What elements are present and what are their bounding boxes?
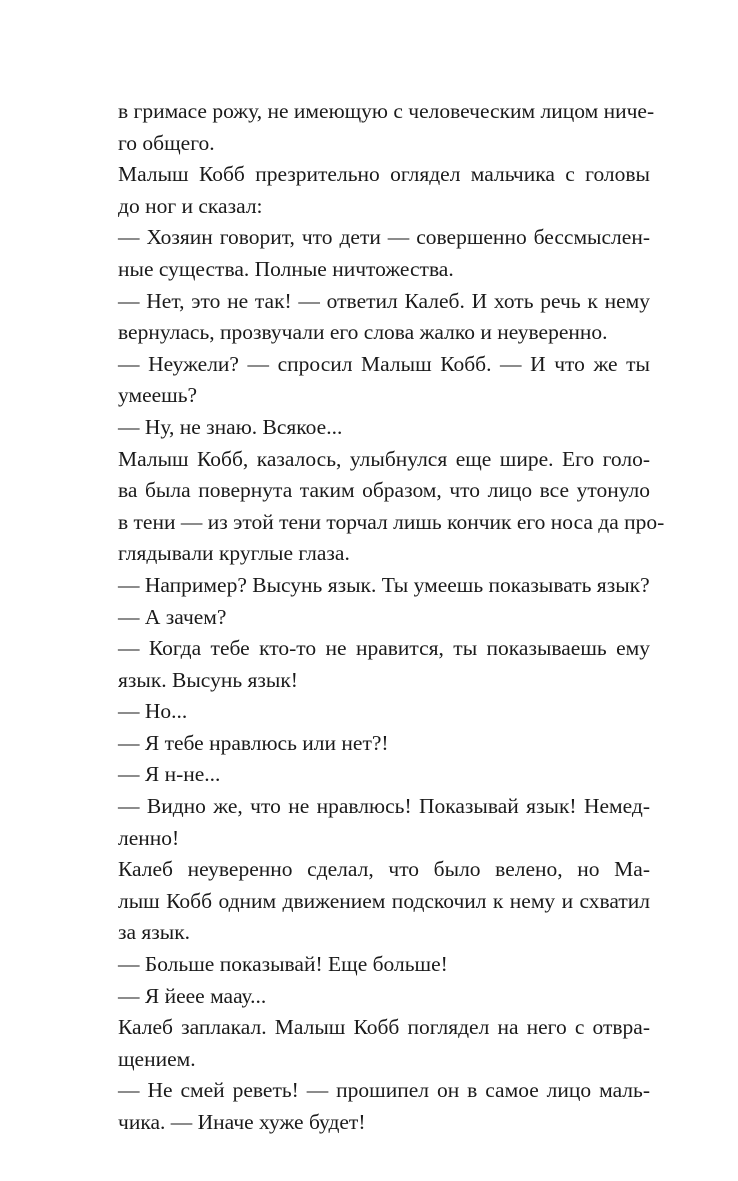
- text-line: ные существа. Полные ничтожества.: [118, 256, 454, 281]
- text-line: чика. — Иначе хуже будет!: [118, 1110, 366, 1134]
- text-line: Малыш Кобб презрительно оглядел мальчика с головы: [118, 162, 650, 187]
- text-line: Калеб заплакал. Малыш Кобб поглядел на него с отвра-: [118, 1015, 650, 1040]
- text-line: лыш Кобб одним движением подскочил к нему и схватил: [118, 888, 650, 913]
- text-line: за язык.: [118, 920, 191, 945]
- text-line: — Неужели? — спросил Малыш Кобб. — И что же ты: [118, 351, 650, 376]
- text-line: глядывали круглые глаза.: [118, 541, 350, 566]
- text-line: умеешь?: [118, 383, 198, 408]
- text-line: — Я н-не...: [118, 762, 221, 787]
- text-line: — Я йеее маау...: [118, 983, 267, 1008]
- text-line: — Хозяин говорит, что дети — совершенно бессмыслен-: [118, 225, 650, 250]
- text-line: — Я тебе нравлюсь или нет?!: [118, 730, 389, 755]
- text-line: щением.: [118, 1046, 196, 1071]
- text-line: — Ну, не знаю. Всякое...: [118, 414, 343, 439]
- text-line: ленно!: [118, 825, 180, 850]
- text-line: — Например? Высунь язык. Ты умеешь показывать язык?: [118, 572, 650, 597]
- text-line: вернулась, прозвучали его слова жалко и неуверенно.: [118, 320, 608, 345]
- text-line: — Но...: [118, 699, 188, 724]
- text-line: го общего.: [118, 130, 215, 155]
- text-line: — Видно же, что не нравлюсь! Показывай язык! Немед-: [118, 794, 650, 819]
- text-line: язык. Высунь язык!: [118, 667, 298, 692]
- text-line: в тени — из этой тени торчал лишь кончик его носа да про-: [118, 509, 665, 534]
- book-page: [118, 96, 665, 1139]
- text-line: — А зачем?: [118, 604, 227, 629]
- text-line: Калеб неуверенно сделал, что было велено, но Ма-: [118, 857, 650, 882]
- text-line: Малыш Кобб, казалось, улыбнулся еще шире. Его голо-: [118, 446, 650, 471]
- text-line: — Когда тебе кто-то не нравится, ты показываешь ему: [118, 636, 650, 661]
- text-line: — Не смей реветь! — прошипел он в самое лицо маль-: [118, 1078, 650, 1103]
- text-line: до ног и сказал:: [118, 193, 263, 218]
- text-line: — Нет, это не так! — ответил Калеб. И хоть речь к нему: [118, 288, 650, 313]
- text-line: — Больше показывай! Еще больше!: [118, 952, 448, 977]
- text-line: в гримасе рожу, не имеющую с человеческим лицом ниче-: [118, 99, 655, 123]
- text-line: ва была повернута таким образом, что лицо все утонуло: [118, 478, 650, 503]
